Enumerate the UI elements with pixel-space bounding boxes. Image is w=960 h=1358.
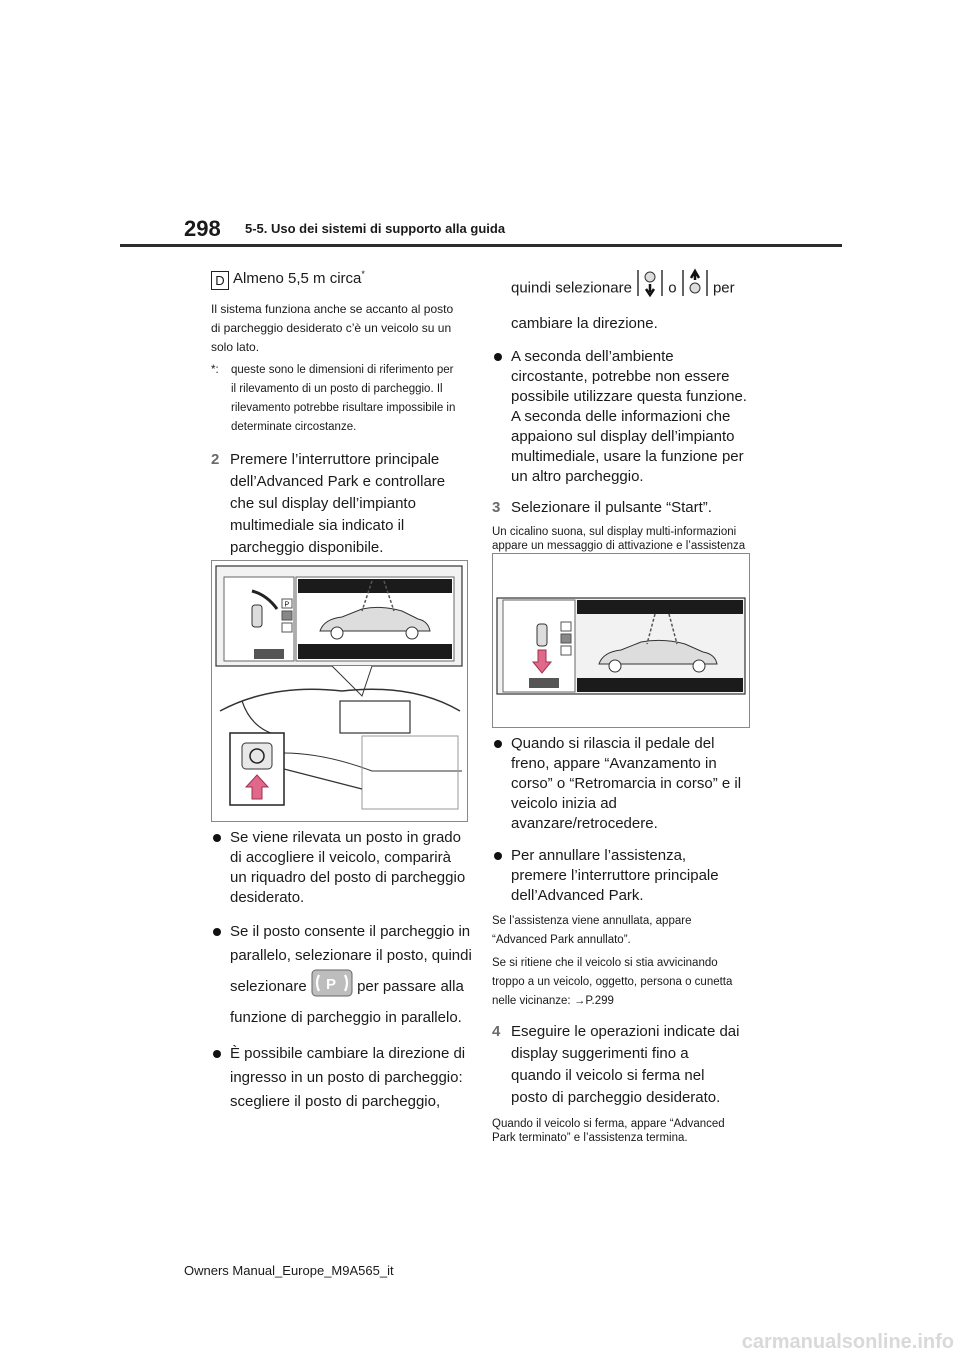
bullet-brake-text: Quando si rilascia il pedale del freno, appare “Avanzamento in corso” o “Retromarcia in corso” e il veicolo inizia ad avanzare/retrocedere. xyxy=(511,735,742,832)
figure-screen xyxy=(492,553,750,728)
bullet-dot xyxy=(494,353,502,361)
parallel-park-button-label: P xyxy=(325,976,336,993)
step-3-number: 3 xyxy=(492,499,501,516)
figure-dashboard xyxy=(211,560,468,822)
step-4-text: Eseguire le operazioni indicate dai display suggerimenti fino a quando il veicolo si ferma nel posto di parcheggio desiderato. xyxy=(511,1023,740,1106)
dashboard-illustration xyxy=(212,561,467,821)
bullet-frame-text: Se viene rilevata un posto in grado di accogliere il veicolo, comparirà un riquadro del posto di parcheggio desiderato. xyxy=(230,829,466,906)
left-bullets xyxy=(211,828,472,1114)
bullet-dot xyxy=(494,740,502,748)
reverse-direction-icon xyxy=(681,268,709,309)
item-d xyxy=(211,264,466,290)
bullet-parallel-text-a: Se il posto consente il parcheggio in parallelo, selezionare il posto, quindi selezionare xyxy=(230,923,472,995)
page-number: 298 xyxy=(184,216,221,241)
bullet-brake xyxy=(492,734,756,834)
step-4-number: 4 xyxy=(492,1023,501,1040)
screen-illustration xyxy=(493,554,749,727)
section-title: 5-5. Uso dei sistemi di supporto alla guida xyxy=(245,221,506,236)
header-rule xyxy=(120,244,842,247)
bullet-frame xyxy=(211,828,470,908)
paragraph-one-side: Il sistema funziona anche se accanto al posto di parcheggio desiderato c’è un veicolo su un solo lato. xyxy=(211,302,454,354)
bullet-dot xyxy=(494,852,502,860)
step-2-text: Premere l’interruttore principale dell’Advanced Park e controllare che sul display dell’impianto multimediale sia indicato il parcheggio disponibile. xyxy=(230,451,446,556)
bullet-environment xyxy=(492,347,749,487)
bullet-dot xyxy=(213,1050,221,1058)
step-3-note: Un cicalino suona, sul display multi-informazioni appare un messaggio di attivazione e l’assistenza xyxy=(492,526,746,552)
direction-continuation xyxy=(492,268,752,339)
bullet-dot xyxy=(213,834,221,842)
right-column-bottom xyxy=(492,734,752,1145)
bullet-parallel-text-b: per passare alla funzione di parcheggio in parallelo. xyxy=(230,977,464,1026)
bullet-direction-text: È possibile cambiare la direzione di ingresso in un posto di parcheggio: scegliere il posto di parcheggio, xyxy=(230,1045,466,1110)
item-d-text: Almeno 5,5 m circa xyxy=(233,270,362,287)
step-3-text: Selezionare il pulsante “Start”. xyxy=(511,499,712,516)
footer-manual-id: Owners Manual_Europe_M9A565_it xyxy=(184,1263,394,1278)
step-2-number: 2 xyxy=(211,451,220,468)
bullet-cancel xyxy=(492,846,746,906)
watermark: carmanualsonline.info xyxy=(741,1331,954,1353)
forward-direction-icon xyxy=(636,268,664,309)
bullet-direction xyxy=(211,1042,475,1114)
step-4-note: Quando il veicolo si ferma, appare “Advanced Park terminato” e l’assistenza termina. xyxy=(492,1118,725,1144)
bullet-cancel-text: Per annullare l’assistenza, premere l’interruttore principale dell’Advanced Park. xyxy=(511,847,719,904)
footnote-text: queste sono le dimensioni di riferimento per il rilevamento di un posto di parcheggio. Il rilevamento potrebbe risultare impossibile in determinate circostanze. xyxy=(231,364,456,433)
direction-text-a: quindi selezionare xyxy=(511,279,632,297)
left-column xyxy=(211,264,466,559)
bullet-environment-text: A seconda dell’ambiente circostante, potrebbe non essere possibile utilizzare questa funzione. A seconda delle informazioni che appaiono sul display dell’impianto multimediale, usare la funzione per un altro parcheggio. xyxy=(511,348,747,485)
step-3 xyxy=(492,497,752,519)
item-d-star: * xyxy=(361,269,365,279)
right-column-top xyxy=(492,268,752,567)
cancel-note: Se l’assistenza viene annullata, appare “Advanced Park annullato”. xyxy=(492,915,692,946)
item-d-marker: D xyxy=(211,271,229,290)
bullet-dot xyxy=(213,928,221,936)
slot-label: P xyxy=(284,601,290,609)
footnote xyxy=(211,361,461,437)
direction-text-o: o xyxy=(668,279,677,297)
approach-note: Se si ritiene che il veicolo si stia avvicinando troppo a un veicolo, oggetto, persona o cunetta nelle vicinanze: →P.299 xyxy=(492,957,733,1007)
step-4 xyxy=(492,1021,741,1109)
footnote-marker: *: xyxy=(211,364,219,376)
step-2 xyxy=(211,449,464,559)
parallel-park-button-icon xyxy=(311,968,353,1006)
bullet-parallel xyxy=(211,920,475,1030)
direction-text-b: per cambiare la direzione. xyxy=(511,279,735,332)
